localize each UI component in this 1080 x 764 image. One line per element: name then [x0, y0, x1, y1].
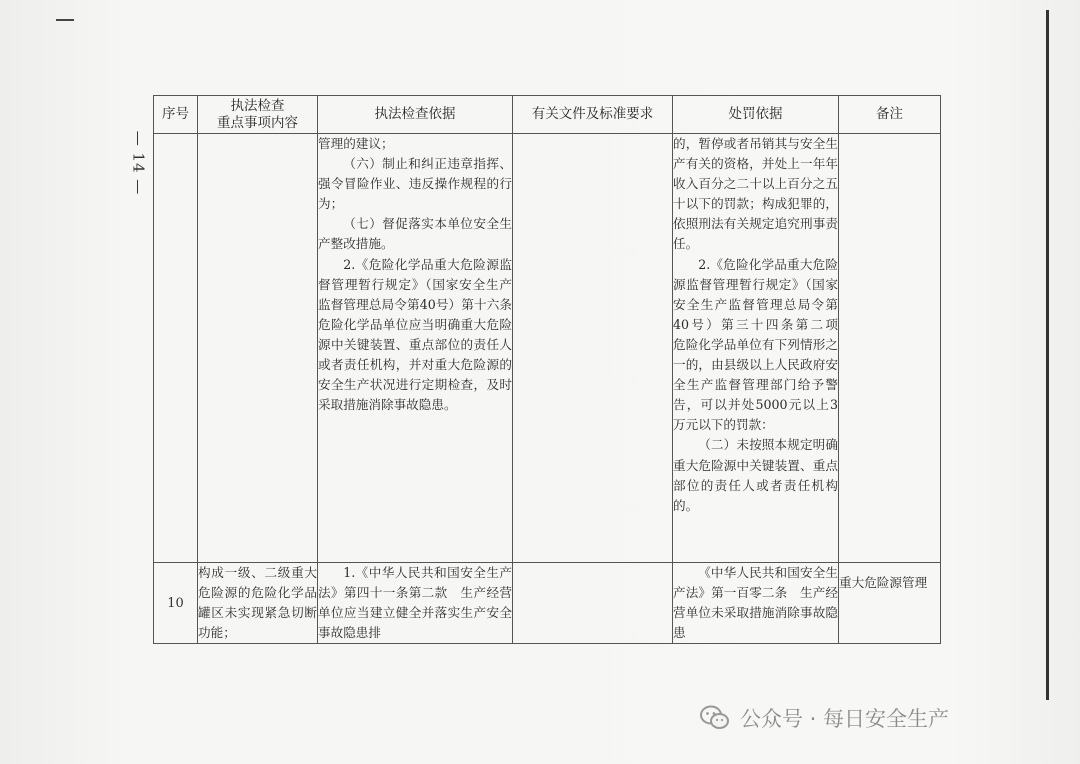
header-item: 执法检查 重点事项内容: [198, 96, 318, 134]
watermark: [700, 698, 949, 738]
watermark-text: 公众号 · 每日安全生产: [740, 707, 950, 731]
table-header-row: [154, 96, 941, 134]
paragraph: （二）未按照本规定明确重大危险源中关键装置、重点部位的责任人或者责任机构的。: [673, 437, 838, 513]
cell-item: [198, 134, 318, 563]
cell-standards: [513, 134, 673, 563]
cell-penalty: [673, 563, 839, 644]
cell-seq: 10: [154, 563, 198, 644]
cell-penalty: [673, 134, 851, 563]
paragraph: 《中华人民共和国安全生产法》第一百零二条 生产经营单位未采取措施消除事故隐患: [673, 565, 838, 641]
header-penalty: 处罚依据: [673, 96, 839, 134]
paragraph: （七）督促落实本单位安全生产整改措施。: [318, 216, 512, 252]
page-number: — 14 —: [129, 130, 147, 196]
header-remark: 备注: [839, 96, 941, 134]
wechat-icon: [700, 705, 730, 731]
cell-standards: [513, 563, 673, 644]
header-basis: 执法检查依据: [318, 96, 513, 134]
paragraph: 的，暂停或者吊销其与安全生产有关的资格，并处上一年年收入百分之二十以上百分之五十以下的罚款；构成犯罪的，依照刑法有关规定追究刑事责任。: [673, 136, 838, 252]
cell-seq: [154, 134, 198, 563]
enforcement-table: [153, 95, 941, 644]
cell-basis: [318, 563, 513, 644]
cell-remark: [839, 134, 941, 563]
header-seq: 序号: [154, 96, 198, 134]
page-edge-line: [1046, 10, 1049, 700]
table-row: [154, 563, 941, 644]
paragraph: 管理的建议；: [318, 136, 394, 151]
cell-remark: 重大危险源管理: [839, 563, 941, 644]
paragraph: 2.《危险化学品重大危险源监督管理暂行规定》（国家安全生产监督管理总局令第40号）第十六条 危险化学品单位应当明确重大危险源中关键装置、重点部位的责任人或者责任机构，并对重大危险源的安全生产状况进行定期检查，及时采取措施消除事故隐患。: [318, 256, 525, 413]
cell-basis: [318, 134, 525, 563]
paragraph: 2.《危险化学品重大危险源监督管理暂行规定》（国家安全生产监督管理总局令第40号）第三十四条第二项 危险化学品单位有下列情形之一的，由县级以上人民政府安全生产监督管理部门给予警告，可以并处5000元以上3万元以下的罚款：: [673, 256, 851, 433]
top-margin-mark: [56, 19, 74, 21]
table-row: [154, 134, 941, 563]
header-standards: 有关文件及标准要求: [513, 96, 673, 134]
cell-item: 构成一级、二级重大危险源的危险化学品罐区未实现紧急切断功能；: [198, 563, 318, 644]
paragraph: 1.《中华人民共和国安全生产法》第四十一条第二款 生产经营单位应当建立健全并落实生产安全事故隐患排: [318, 565, 512, 641]
paragraph: （六）制止和纠正违章指挥、强令冒险作业、违反操作规程的行为；: [318, 156, 512, 212]
